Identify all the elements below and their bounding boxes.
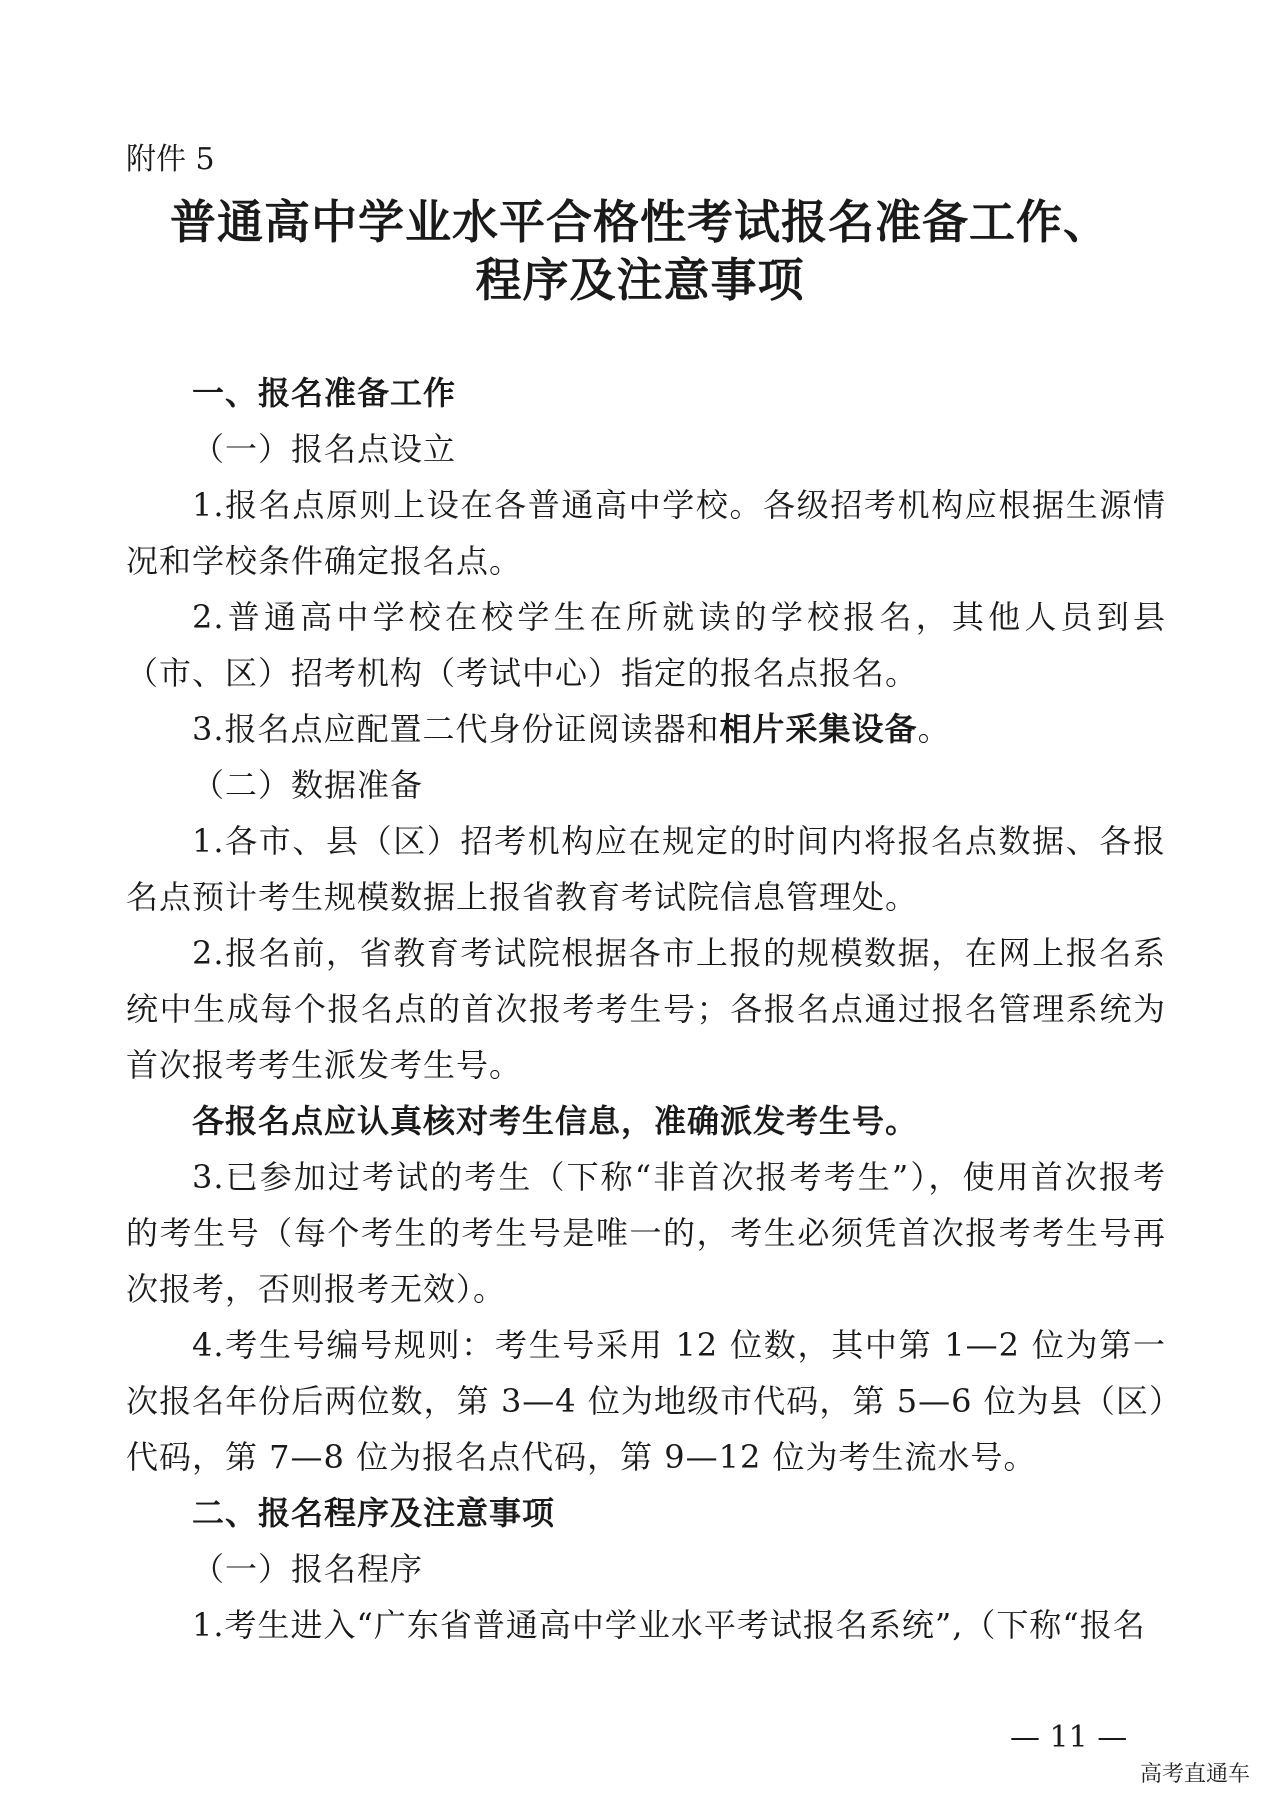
subsection-heading: （一）报名程序: [192, 1550, 424, 1588]
document-title-line2: 程序及注意事项: [475, 253, 805, 307]
paragraph: [126, 701, 1166, 757]
paragraph: 1.各市、县（区）招考机构应在规定的时间内将报名点数据、各报名点预计考生规模数据上报省教育考试院信息管理处。: [126, 822, 1166, 916]
section-heading-2: 二、报名程序及注意事项: [192, 1494, 556, 1532]
bold-paragraph: 各报名点应认真核对考生信息，准确派发考生号。: [192, 1102, 919, 1140]
page-number: — 11 —: [1010, 1720, 1128, 1755]
subsection-heading: （一）报名点设立: [192, 430, 457, 468]
subsection-heading: （二）数据准备: [192, 766, 424, 804]
paragraph: 3.已参加过考试的考生（下称“非首次报考考生”），使用首次报考的考生号（每个考生的考生号是唯一的，考生必须凭首次报考考生号再次报考，否则报考无效）。: [126, 1158, 1166, 1308]
attachment-label: 附件 5: [126, 142, 215, 177]
paragraph: 2.普通高中学校在校学生在所就读的学校报名，其他人员到县（市、区）招考机构（考试中心）指定的报名点报名。: [126, 598, 1166, 692]
document-title-line1: 普通高中学业水平合格性考试报名准备工作、: [170, 195, 1110, 249]
section-heading-1: 一、报名准备工作: [192, 374, 457, 412]
paragraph: 2.报名前，省教育考试院根据各市上报的规模数据，在网上报名系统中生成每个报名点的首次报考考生号；各报名点通过报名管理系统为首次报考考生派发考生号。: [126, 934, 1166, 1084]
paragraph: 1.考生进入“广东省普通高中学业水平考试报名系统”,（下称“报名: [192, 1606, 1146, 1644]
document-body: [126, 365, 1166, 1653]
paragraph-text: 。: [917, 710, 951, 748]
paragraph: 4.考生号编号规则：考生号采用 12 位数，其中第 1—2 位为第一次报名年份后两位数，第 3—4 位为地级市代码，第 5—6 位为县（区）代码，第 7—8 位为报名点代码，第 9—12 位为考生流水号。: [126, 1326, 1166, 1476]
watermark: 高考直通车: [1139, 1762, 1250, 1787]
paragraph-text: 3.报名点应配置二代身份证阅读器和: [192, 710, 720, 748]
bold-text: 相片采集设备: [719, 710, 918, 748]
paragraph: 1.报名点原则上设在各普通高中学校。各级招考机构应根据生源情况和学校条件确定报名点。: [126, 486, 1166, 580]
